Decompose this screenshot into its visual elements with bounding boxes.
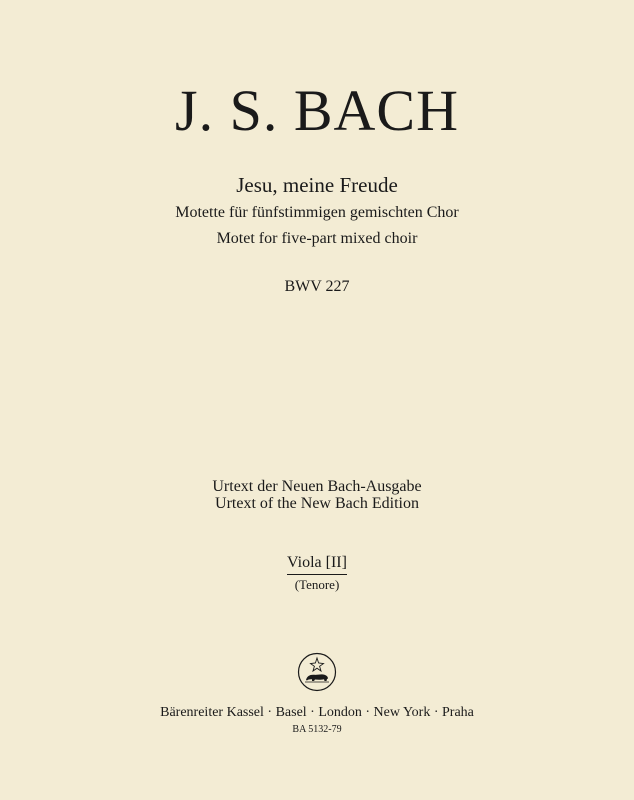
catalog-number: BWV 227: [284, 278, 350, 295]
bear-star-emblem-icon: [297, 652, 337, 692]
subtitle-english: Motet for five-part mixed choir: [216, 230, 418, 247]
edition-number: BA 5132-79: [292, 724, 342, 735]
publisher-line: Bärenreiter Kassel · Basel · London · New York · Praha: [160, 705, 474, 720]
work-title: Jesu, meine Freude: [236, 173, 398, 197]
urtext-note-english: Urtext of the New Bach Edition: [215, 495, 419, 512]
voice-label: (Tenore): [294, 577, 340, 592]
instrument-label: Viola [II]: [287, 553, 347, 575]
urtext-note-german: Urtext der Neuen Bach-Ausgabe: [212, 478, 422, 495]
composer-name: J. S. BACH: [175, 78, 459, 143]
instrument-part: [0, 553, 634, 575]
subtitle-german: Motette für fünfstimmigen gemischten Chor: [175, 204, 459, 221]
